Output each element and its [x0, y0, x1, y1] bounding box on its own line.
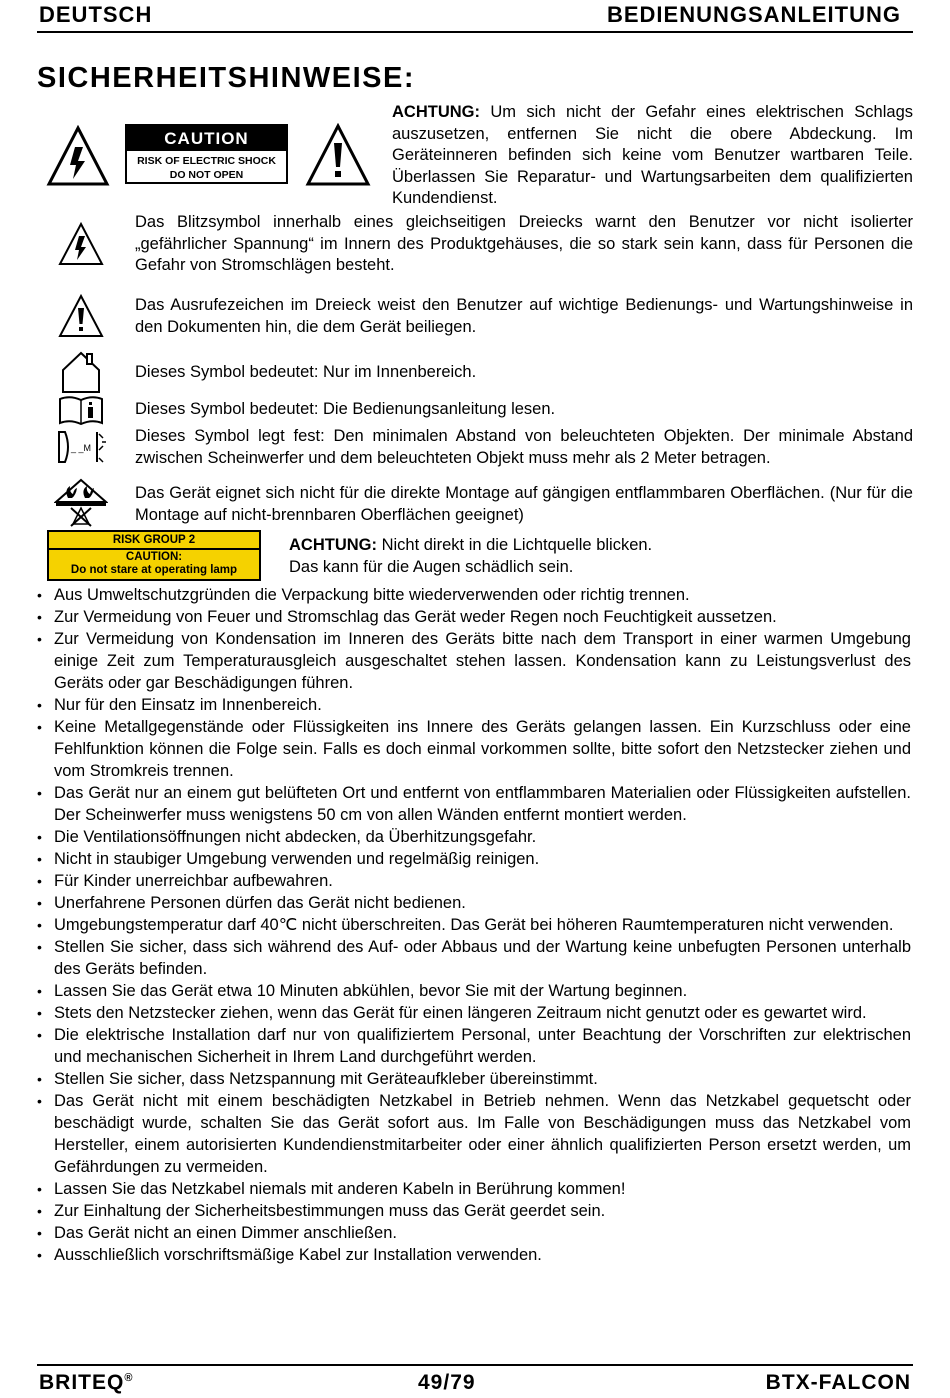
list-item: • Umgebungstemperatur darf 40℃ nicht überschreiten. Das Gerät bei höheren Raumtemperaturen nicht verwenden. [37, 914, 911, 936]
list-item: • Lassen Sie das Netzkabel niemals mit anderen Kabeln in Berührung kommen! [37, 1178, 911, 1200]
list-item: • Zur Vermeidung von Feuer und Stromschlag das Gerät weder Regen noch Feuchtigkeit aussetzen. [37, 606, 911, 628]
flammable-symbol-text: Das Gerät eignet sich nicht für die direkte Montage auf gängigen entflammbaren Oberflächen. (Nur für die Montage auf nicht-brennbaren Oberflächen geeignet) [135, 484, 913, 524]
header-language: DEUTSCH [39, 2, 153, 27]
list-item: • Keine Metallgegenstände oder Flüssigkeiten ins Innere des Geräts gelangen lassen. Ein Kurzschluss oder eine Fehlfunktion können die Folge sein. Falls es doch einmal vorkommen sollte, bitte sofort den Netzstecker ziehen und vom Stromkreis trennen. [37, 716, 911, 782]
header-doc-type: BEDIENUNGSANLEITUNG [606, 2, 901, 27]
list-item: • Unerfahrene Personen dürfen das Gerät nicht bedienen. [37, 892, 911, 914]
achtung-cover-text: Um sich nicht der Gefahr eines elektrischen Schlags auszusetzen, entfernen Sie nicht die obere Abdeckung. Im Geräteinneren befinden sich keine vom Benutzer wartbaren Teile. Überlassen Sie Reparatur- und Wartungsarbeiten dem qualifizierten Kundendienst. [392, 103, 913, 208]
caution-label-title: CAUTION [127, 126, 286, 151]
achtung-lamp-warning [289, 535, 909, 578]
page-footer [37, 1364, 913, 1398]
list-item: • Für Kinder unerreichbar aufbewahren. [37, 870, 911, 892]
caution-label-line1: RISK OF ELECTRIC SHOCK [137, 155, 276, 167]
list-item: • Nicht in staubiger Umgebung verwenden und regelmäßig reinigen. [37, 848, 911, 870]
list-item: • Die Ventilationsöffnungen nicht abdecken, da Überhitzungsgefahr. [37, 826, 911, 848]
caution-label [125, 124, 288, 184]
list-item: • Aus Umweltschutzgründen die Verpackung bitte wiederverwenden oder richtig trennen. [37, 584, 911, 606]
list-item: • Zur Einhaltung der Sicherheitsbestimmungen muss das Gerät geerdet sein. [37, 1200, 911, 1222]
footer-model: BTX-FALCON [765, 1371, 911, 1394]
achtung-lamp-line2: Das kann für die Augen schädlich sein. [289, 557, 574, 576]
exclamation-symbol-icon [58, 294, 104, 338]
achtung-lamp-label: ACHTUNG: [289, 536, 377, 554]
footer-brand [39, 1371, 133, 1395]
registered-mark: ® [124, 1372, 134, 1384]
indoor-symbol-text: Dieses Symbol bedeutet: Nur im Innenbereich. [135, 363, 477, 381]
achtung-label: ACHTUNG: [392, 103, 480, 121]
list-item: • Stets den Netzstecker ziehen, wenn das Gerät für einen längeren Zeitraum nicht genutzt oder es gewartet wird. [37, 1002, 911, 1024]
list-item: • Das Gerät nicht mit einem beschädigten Netzkabel in Betrieb nehmen. Wenn das Netzkabel gequetscht oder beschädigt wurde, schalten Sie das Gerät sofort aus. Im Falle von Beschädigungen muss das Netzkabel vom Hersteller, einem autorisierten Kundendienstmitarbeiter oder einer ähnlich qualifizierten Person ersetzt werden, um Gefährdungen zu vermeiden. [37, 1090, 911, 1178]
list-item: • Das Gerät nur an einem gut belüfteten Ort und entfernt von entflammbaren Materialien oder Flüssigkeiten aufstellen. Der Scheinwerfer muss wenigstens 50 cm von allen Wänden entfernt montiert werden. [37, 782, 911, 826]
distance-symbol-text: Dieses Symbol legt fest: Den minimalen Abstand von beleuchteten Objekten. Der minimale Abstand zwischen Scheinwerfer und dem beleuchteten Objekt muss mehr als 2 Meter betragen. [135, 427, 913, 467]
safety-instructions-list [37, 584, 911, 1266]
risk-group-title: RISK GROUP 2 [112, 534, 196, 546]
list-item: • Die elektrische Installation darf nur von qualifiziertem Personal, unter Beachtung der Vorschriften zur elektrischen und mechanischen Sicherheit in Ihrem Land durchgeführt werden. [37, 1024, 911, 1068]
risk-group-caution: CAUTION: [125, 551, 183, 563]
list-item: • Stellen Sie sicher, dass sich während des Auf- oder Abbaus und der Wartung keine unbefugten Personen unterhalb des Geräts befinden. [37, 936, 911, 980]
risk-group-label [47, 530, 261, 581]
page-number: 49/79 [418, 1371, 476, 1394]
list-item: • Zur Vermeidung von Kondensation im Inneren des Geräts bitte nach dem Transport in einer warmen Umgebung einige Zeit zum Temperaturausgleich ausgeschaltet stehen lassen. Kondensation kann zu Leistungsverlust des Geräts oder gar Beschädigungen führen. [37, 628, 911, 694]
list-item: • Lassen Sie das Gerät etwa 10 Minuten abkühlen, bevor Sie mit der Wartung beginnen. [37, 980, 911, 1002]
brand-name: BRITEQ [39, 1371, 125, 1394]
list-item: • Stellen Sie sicher, dass Netzspannung mit Geräteaufkleber übereinstimmt. [37, 1068, 911, 1090]
risk-group-instruction: Do not stare at operating lamp [70, 563, 238, 576]
manual-symbol-text: Dieses Symbol bedeutet: Die Bedienungsanleitung lesen. [135, 400, 556, 418]
achtung-cover-warning [392, 102, 913, 210]
indoor-house-icon [60, 350, 102, 394]
caution-label-line2: DO NOT OPEN [169, 169, 244, 181]
list-item: • Das Gerät nicht an einen Dimmer anschließen. [37, 1222, 911, 1244]
list-item: • Ausschließlich vorschriftsmäßige Kabel zur Installation verwenden. [37, 1244, 911, 1266]
section-title: SICHERHEITSHINWEISE: [37, 62, 416, 94]
read-manual-icon [58, 395, 104, 425]
page-header [37, 0, 913, 33]
exclamation-symbol-text: Das Ausrufezeichen im Dreieck weist den Benutzer auf wichtige Bedienungs- und Wartungshinweise in den Dokumenten hin, die dem Gerät beiliegen. [135, 296, 913, 336]
distance-icon-label: _ _M [71, 443, 92, 453]
lightning-warning-icon [46, 125, 110, 187]
list-item: • Nur für den Einsatz im Innenbereich. [37, 694, 911, 716]
exclamation-warning-icon [305, 123, 371, 187]
not-flammable-surface-icon [54, 478, 108, 528]
lightning-symbol-text: Das Blitzsymbol innerhalb eines gleichseitigen Dreiecks warnt den Benutzer vor nicht isolierter „gefährlicher Spannung“ im Innern des Produktgehäuses, die so stark sein kann, dass für Personen die Gefahr von Stromschlägen besteht. [135, 213, 913, 275]
minimum-distance-icon [55, 428, 111, 466]
lightning-symbol-icon [58, 222, 104, 266]
achtung-lamp-line1: Nicht direkt in die Lichtquelle blicken. [377, 536, 653, 554]
